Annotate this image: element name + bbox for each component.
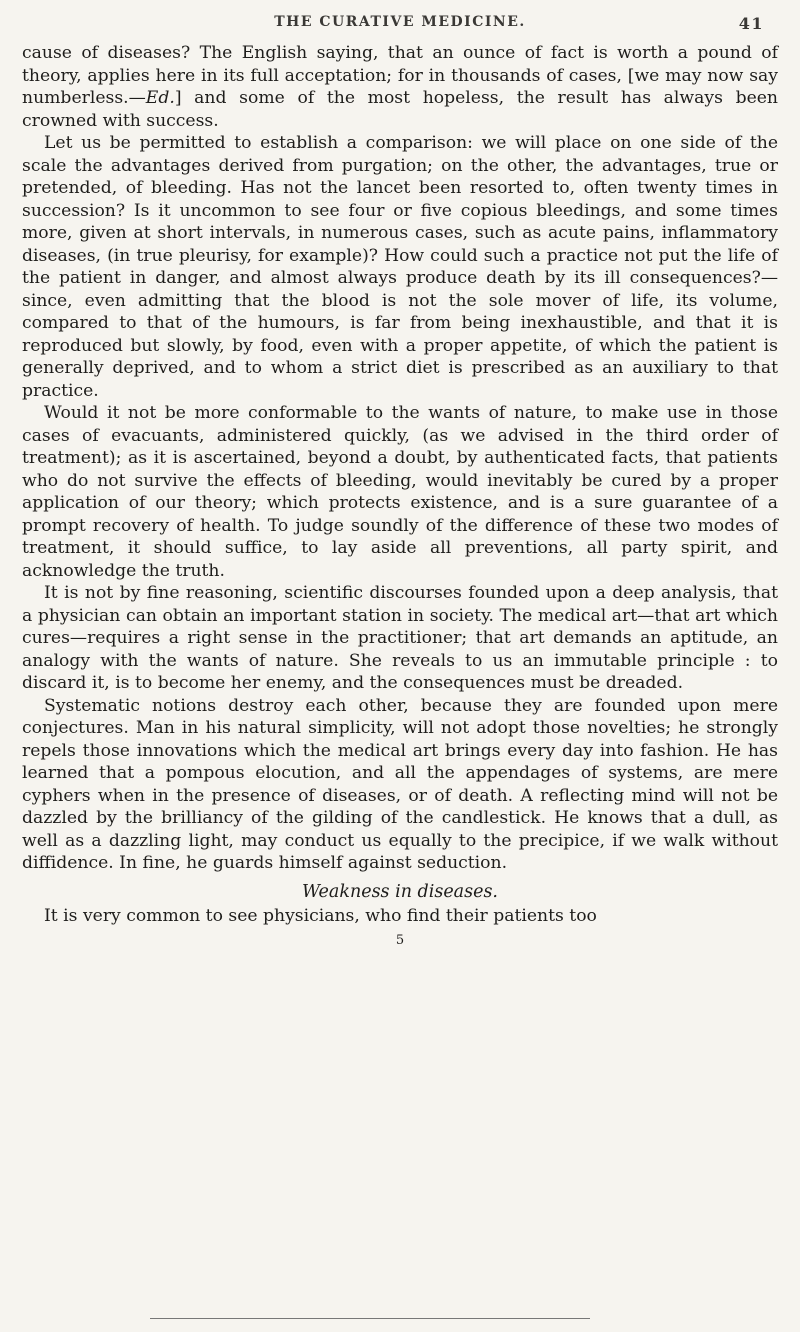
section-heading: Weakness in diseases.: [302, 881, 498, 902]
running-head: [22, 14, 778, 33]
paragraph-6: It is very common to see physicians, who find their patients too: [44, 906, 597, 926]
paragraph-1: cause of diseases? The English saying, that an ounce of fact is worth a pound of theory, applies here in its full acceptation; for in thousands of cases, [we may now say numberless.—Ed.] and some of the most hopeless, the result has always been crowned with success.: [22, 43, 778, 131]
paragraph-3: Would it not be more conformable to the wants of nature, to make use in those cases of evacuants, administered quickly, (as we advised in the third order of treatment); as it is ascertained, beyond a doubt, by authenticated facts, that patients who do not survive the effects of bleeding, would inevitably be cured by a proper application of our theory; which protects existence, and is a sure guarantee of a prompt recovery of health. To judge soundly of the difference of these two modes of treatment, it should suffice, to lay aside all preventions, all party spirit, and acknowledge the truth.: [22, 403, 778, 581]
paragraph-4: It is not by fine reasoning, scientific discourses founded upon a deep analysis, that a physician can obtain an important station in society. The medical art—that art which cures—requires a right sense in the practitioner; that art demands an aptitude, an analogy with the wants of nature. She reveals to us an immutable principle : to discard it, is to become her enemy, and the consequences must be dreaded.: [22, 583, 778, 693]
running-title: THE CURATIVE MEDICINE.: [274, 14, 526, 30]
page-number: 41: [738, 14, 764, 33]
paragraph-5: Systematic notions destroy each other, because they are founded upon mere conjectures. Man in his natural simplicity, will not adopt those novelties; he strongly repels those innovations which the medical art brings every day into fashion. He has learned that a pompous elocution, and all the appendages of systems, are mere cyphers when in the presence of diseases, or of death. A reflecting mind will not be dazzled by the brilliancy of the gilding of the candlestick. He knows that a dull, as well as a dazzling light, may conduct us equally to the precipice, if we walk without diffidence. In fine, he guards himself against seduction.: [22, 695, 778, 873]
signature-mark: 5: [395, 932, 405, 948]
bottom-rule: [150, 1318, 590, 1319]
body-text: [22, 42, 778, 952]
paragraph-2: Let us be permitted to establish a comparison: we will place on one side of the scale the advantages derived from purgation; on the other, the advantages, true or pretended, of bleeding. Has not the lancet been resorted to, often twenty times in succession? Is it uncommon to see four or five copious bleedings, and some times more, given at short intervals, in numerous cases, such as acute pains, inflammatory diseases, (in true pleurisy, for example)? How could such a practice not put the life of the patient in danger, and almost always produce death by its ill consequences?—since, even admitting that the blood is not the sole mover of life, its volume, compared to that of the humours, is far from being inexhaustible, and that it is reproduced but slowly, by food, even with a proper appetite, of which the patient is generally deprived, and to whom a strict diet is prescribed as an auxiliary to that practice.: [22, 133, 778, 401]
